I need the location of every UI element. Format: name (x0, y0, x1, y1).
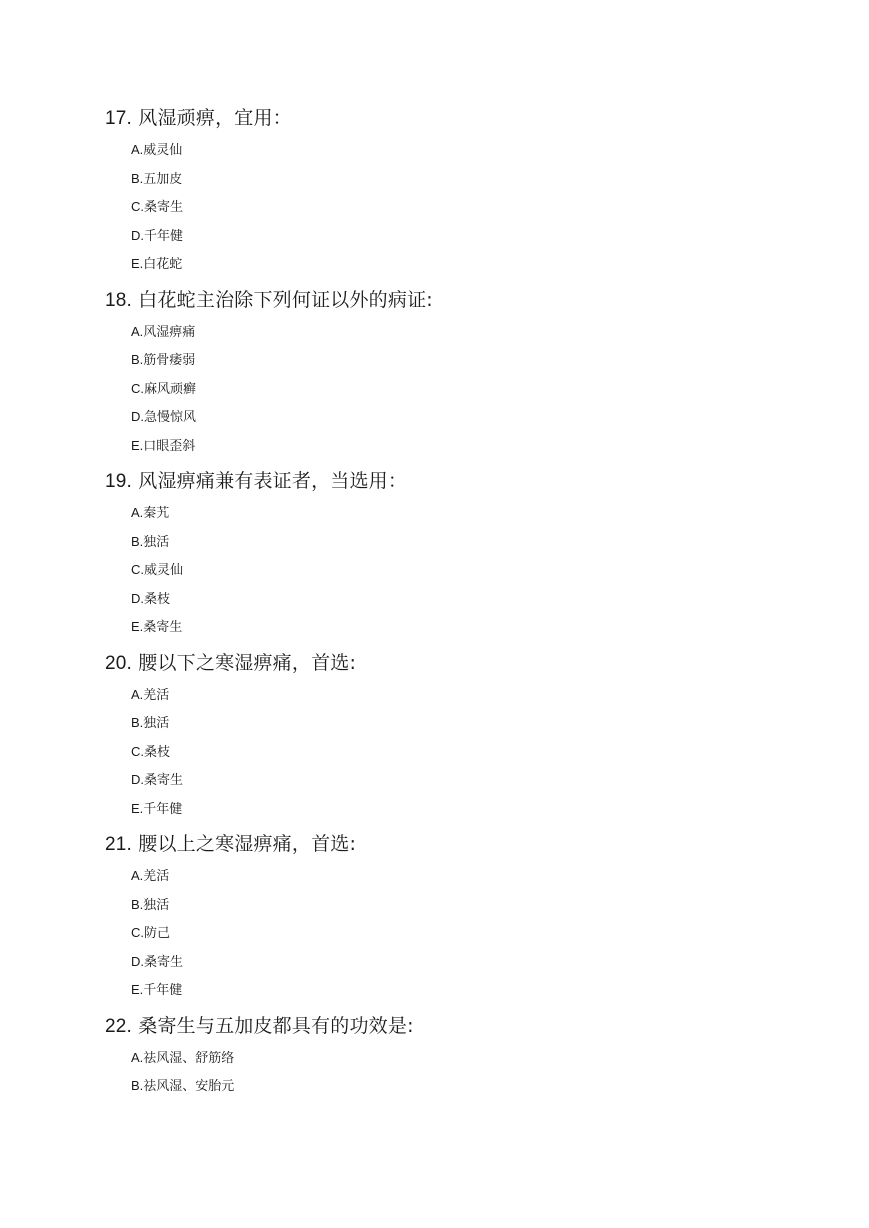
option-letter: E. (131, 256, 144, 271)
option-c (131, 556, 825, 585)
option-c (131, 375, 825, 404)
option-c (131, 193, 825, 222)
option-letter: C. (131, 925, 144, 940)
option-list (105, 499, 825, 642)
option-text: 麻风顽癣 (144, 381, 197, 397)
option-text: 羌活 (143, 869, 170, 884)
question-number: 17. (105, 108, 133, 129)
option-letter: E. (131, 619, 144, 634)
option-letter: E. (131, 437, 144, 453)
option-b (131, 165, 825, 194)
option-letter: A. (131, 323, 144, 339)
option-letter: C. (131, 562, 144, 577)
option-text: 口眼歪斜 (143, 438, 196, 454)
option-text: 五加皮 (143, 171, 183, 187)
question-title (105, 104, 825, 136)
option-d (131, 948, 825, 977)
option-letter: D. (131, 953, 144, 969)
option-letter: A. (131, 1049, 144, 1065)
option-text: 独活 (143, 716, 170, 731)
option-text: 羌活 (143, 687, 170, 703)
question-text: 白花蛇主治除下列何证以外的病证: (138, 288, 433, 311)
option-a (131, 862, 825, 891)
option-b (131, 528, 825, 557)
option-b (131, 709, 825, 738)
option-e (131, 432, 825, 461)
option-text: 祛风湿、安胎元 (143, 1079, 235, 1094)
option-text: 独活 (143, 897, 170, 913)
option-list (105, 862, 825, 1005)
option-letter: B. (131, 1078, 144, 1093)
option-text: 白花蛇 (143, 257, 183, 272)
option-text: 桑枝 (144, 744, 171, 760)
option-c (131, 919, 825, 948)
question-title (105, 286, 825, 318)
question-number: 18. (105, 289, 133, 311)
question-19 (105, 467, 825, 649)
question-text: 腰以下之寒湿痹痛，首选: (138, 651, 357, 674)
option-letter: A. (131, 686, 144, 702)
option-text: 桑寄生 (144, 773, 184, 788)
option-b (131, 891, 825, 920)
option-text: 风湿痹痛 (143, 324, 196, 340)
option-list (105, 1044, 825, 1101)
option-letter: B. (131, 352, 144, 367)
option-text: 千年健 (143, 983, 183, 998)
option-text: 独活 (143, 534, 170, 550)
question-number: 19. (105, 471, 133, 492)
question-text: 桑寄生与五加皮都具有的功效是: (138, 1014, 414, 1037)
option-letter: D. (131, 772, 144, 787)
option-a (131, 136, 825, 165)
option-letter: D. (131, 227, 144, 243)
option-list (105, 136, 825, 279)
option-letter: E. (131, 800, 144, 816)
question-17 (105, 104, 825, 286)
option-text: 千年健 (143, 801, 183, 817)
option-text: 秦艽 (143, 506, 170, 521)
question-text: 腰以上之寒湿痹痛，首选: (138, 833, 357, 855)
option-text: 急慢惊风 (144, 410, 197, 425)
question-title (105, 830, 825, 862)
question-18 (105, 286, 825, 468)
option-c (131, 738, 825, 767)
option-letter: B. (131, 715, 144, 730)
option-b (131, 346, 825, 375)
option-letter: C. (131, 380, 144, 396)
question-title (105, 649, 825, 681)
option-a (131, 681, 825, 710)
question-text: 风湿顽痹，宜用： (138, 107, 292, 129)
question-list (105, 104, 825, 1193)
option-e (131, 250, 825, 279)
question-text: 风湿痹痛兼有表证者，当选用： (138, 470, 408, 492)
question-title (105, 467, 825, 499)
option-letter: A. (131, 868, 144, 883)
option-b (131, 1072, 825, 1101)
option-e (131, 613, 825, 642)
option-text: 威灵仙 (144, 563, 184, 578)
option-letter: B. (131, 896, 144, 912)
option-a (131, 318, 825, 347)
option-text: 祛风湿、舒筋络 (143, 1050, 235, 1066)
option-text: 桑枝 (144, 591, 171, 607)
question-22 (105, 1012, 825, 1194)
option-letter: A. (131, 505, 144, 520)
option-text: 桑寄生 (144, 954, 184, 970)
option-letter: D. (131, 409, 144, 424)
question-number: 21. (105, 834, 133, 855)
option-text: 千年健 (144, 228, 184, 244)
option-letter: A. (131, 142, 144, 157)
option-text: 防己 (144, 926, 171, 941)
option-a (131, 1044, 825, 1073)
option-letter: C. (131, 743, 144, 759)
option-text: 桑寄生 (143, 620, 183, 635)
option-d (131, 766, 825, 795)
option-letter: D. (131, 590, 144, 606)
option-e (131, 795, 825, 824)
option-letter: B. (131, 533, 144, 549)
option-e (131, 976, 825, 1005)
question-21 (105, 830, 825, 1012)
option-d (131, 585, 825, 614)
question-number: 22. (105, 1015, 133, 1037)
option-a (131, 499, 825, 528)
question-20 (105, 649, 825, 831)
option-text: 桑寄生 (144, 200, 184, 215)
option-d (131, 222, 825, 251)
option-d (131, 403, 825, 432)
option-letter: C. (131, 199, 144, 214)
question-number: 20. (105, 652, 133, 674)
option-text: 威灵仙 (143, 143, 183, 158)
option-list (105, 318, 825, 461)
option-text: 筋骨痿弱 (143, 353, 196, 368)
question-title (105, 1012, 825, 1044)
option-letter: E. (131, 982, 144, 997)
option-list (105, 681, 825, 824)
option-letter: B. (131, 170, 144, 186)
